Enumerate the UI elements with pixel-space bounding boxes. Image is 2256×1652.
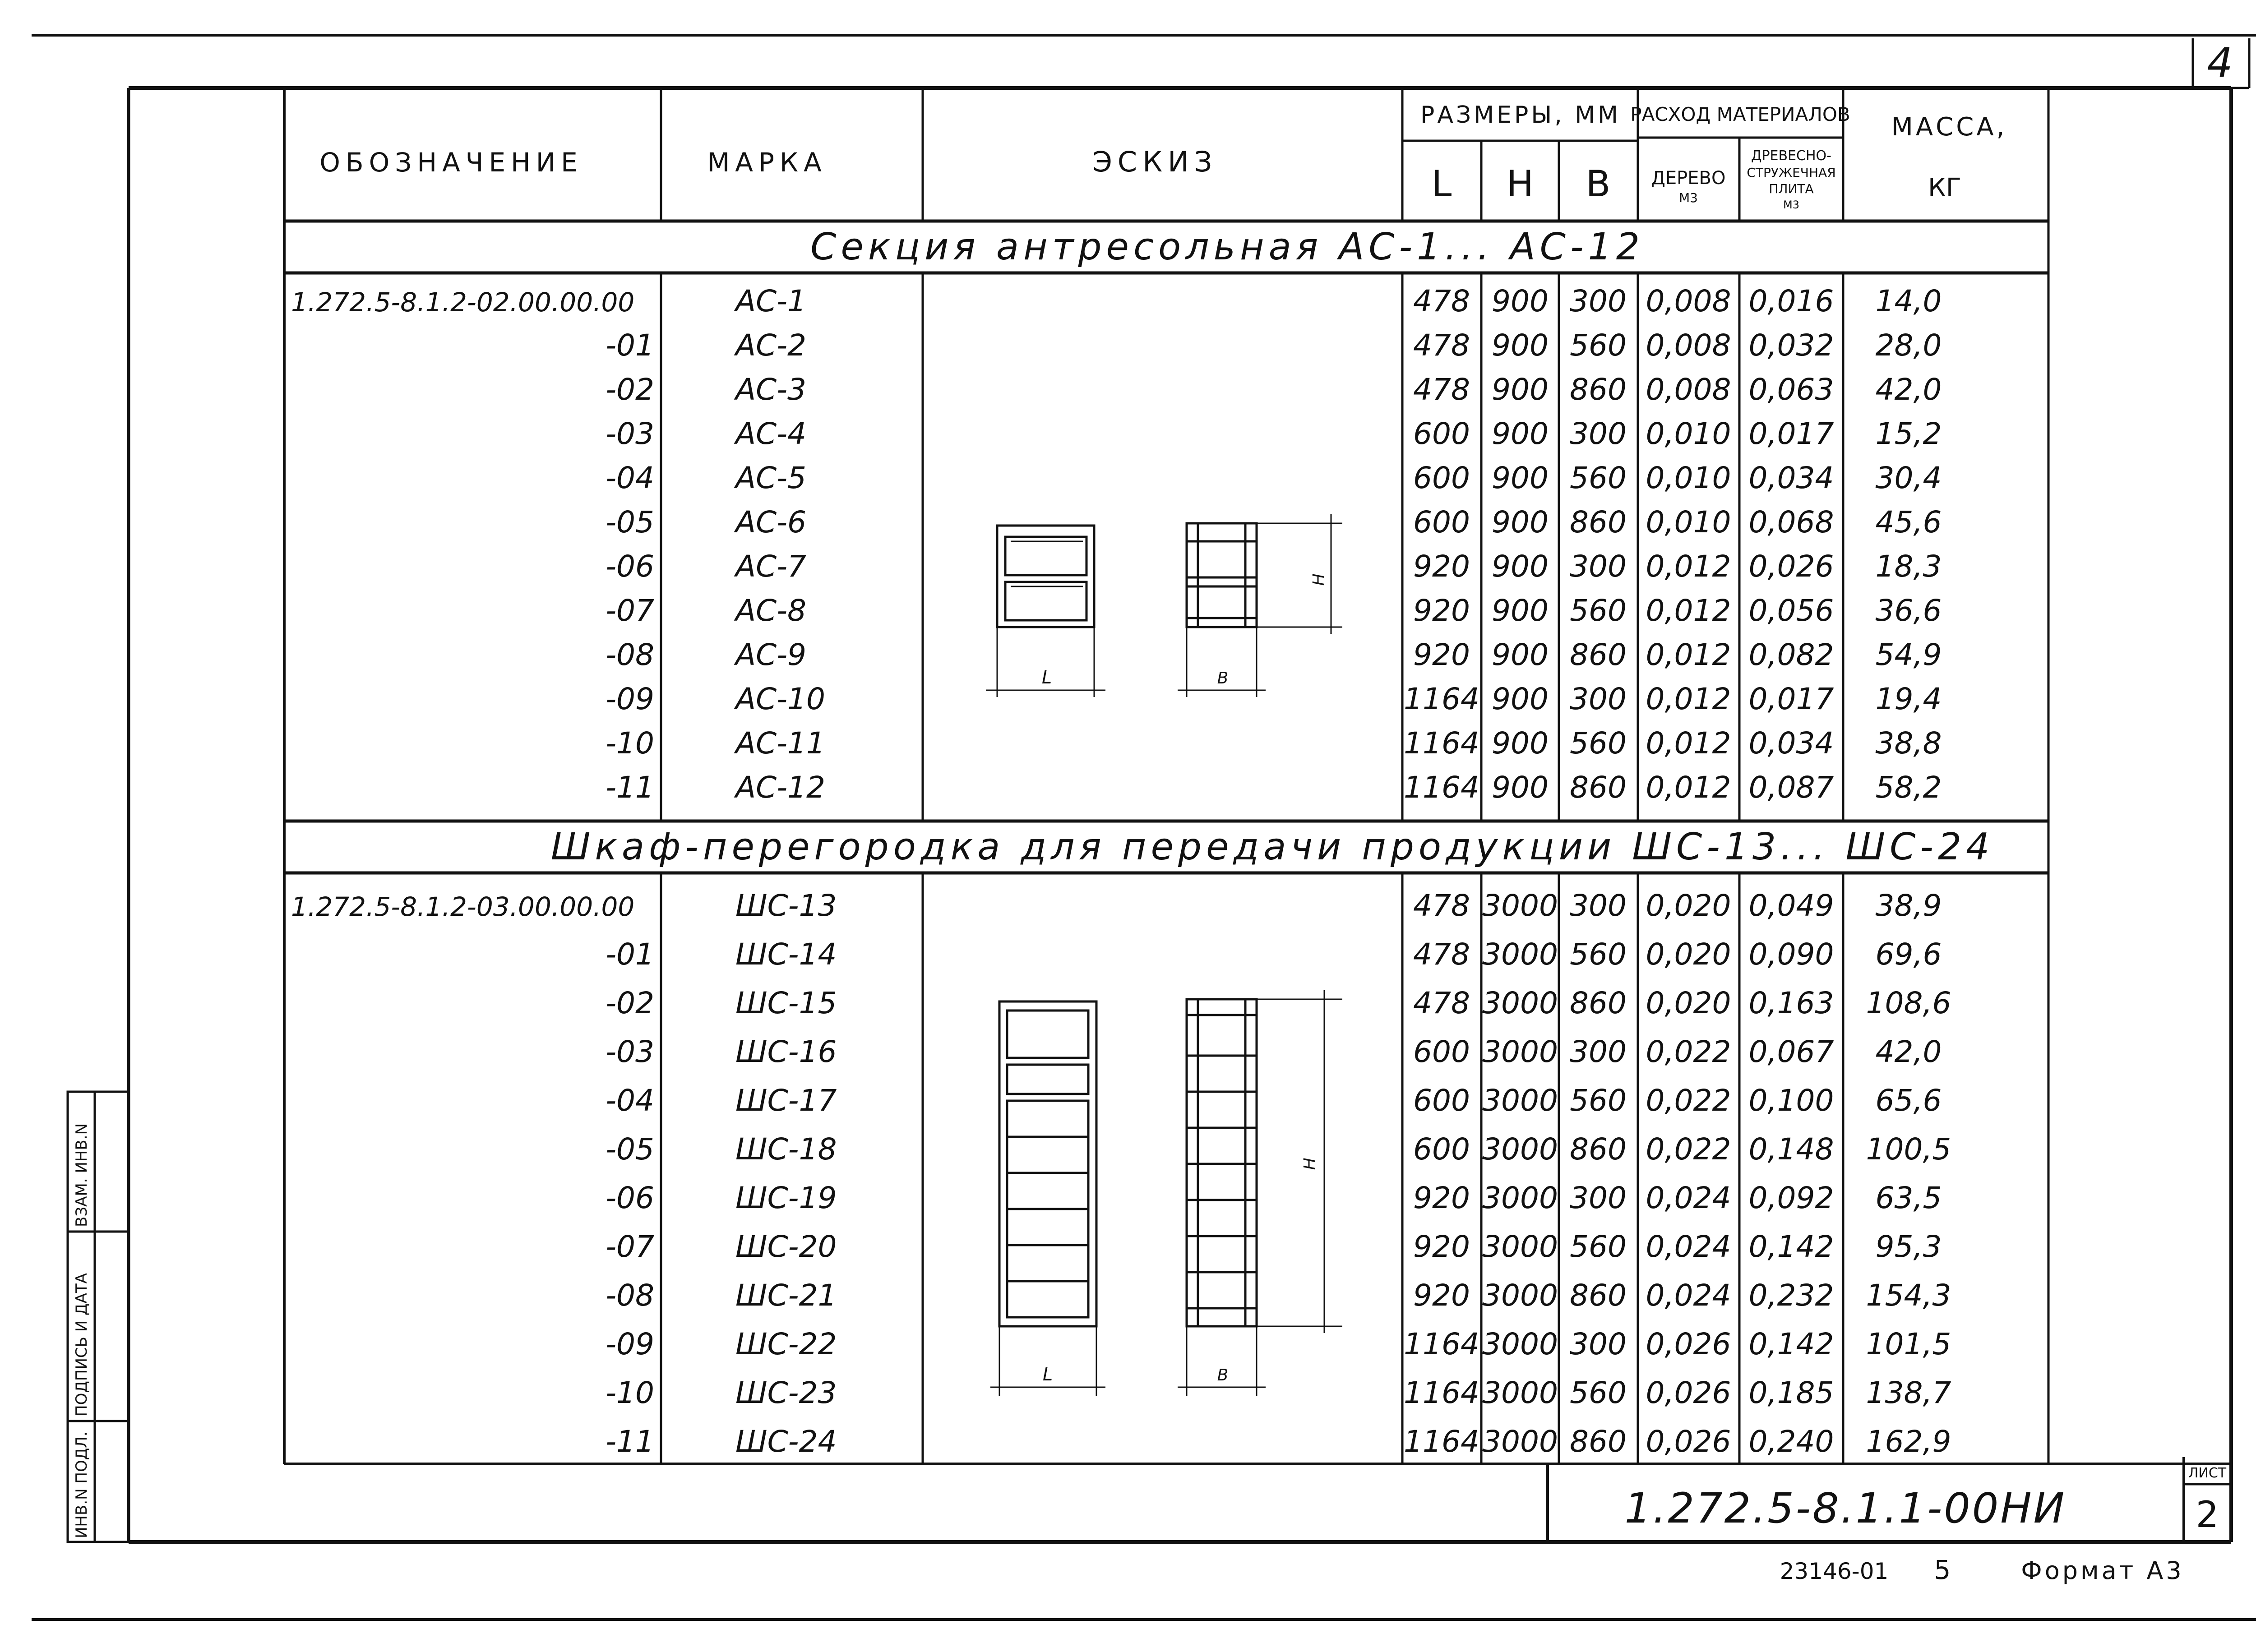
cell-l: 600: [1413, 1083, 1470, 1118]
cell-mark: АС-2: [735, 328, 807, 363]
sketch-front-shc: [990, 1001, 1105, 1396]
table-row: [606, 1083, 1942, 1118]
cell-mass: 162,9: [1866, 1424, 1951, 1459]
cell-designation: -11: [606, 1424, 654, 1459]
cell-wood: 0,026: [1646, 1327, 1731, 1361]
cell-wood: 0,008: [1646, 328, 1731, 363]
cell-mass: 28,0: [1875, 328, 1942, 363]
footer-format: Формат А3: [2021, 1556, 2184, 1585]
cell-mark: ШС-19: [735, 1181, 837, 1215]
cell-h: 900: [1492, 593, 1549, 628]
cell-h: 3000: [1482, 1083, 1558, 1118]
cell-l: 920: [1413, 637, 1470, 672]
cell-designation: -01: [606, 937, 654, 972]
table-row: [606, 986, 1951, 1020]
cell-h: 900: [1492, 416, 1549, 451]
cell-designation: -04: [606, 461, 654, 495]
cell-mark: ШС-21: [735, 1278, 837, 1313]
cell-l: 478: [1413, 937, 1470, 972]
title-block-sheet-number: 2: [2196, 1494, 2219, 1536]
cell-designation: -04: [606, 1083, 654, 1118]
cell-h: 900: [1492, 461, 1549, 495]
header-designation: ОБОЗНАЧЕНИЕ: [319, 147, 583, 178]
table-row: [606, 461, 1942, 495]
cell-mark: АС-11: [735, 726, 826, 761]
cell-chipboard: 0,026: [1748, 549, 1834, 584]
cell-wood: 0,022: [1646, 1083, 1731, 1118]
cell-mass: 42,0: [1875, 372, 1942, 407]
cell-h: 900: [1492, 682, 1549, 716]
cell-chipboard: 0,142: [1748, 1229, 1834, 1264]
cell-b: 560: [1570, 726, 1627, 761]
table-row: [606, 1034, 1942, 1069]
cell-l: 1164: [1404, 770, 1479, 805]
cell-l: 478: [1413, 328, 1470, 363]
cell-l: 1164: [1404, 1327, 1479, 1361]
cell-mark: АС-9: [735, 637, 807, 672]
table-row: [606, 416, 1942, 451]
table-row: [606, 1278, 1951, 1313]
cell-mark: ШС-14: [735, 937, 837, 972]
cell-wood: 0,012: [1646, 770, 1731, 805]
cell-b: 860: [1570, 637, 1627, 672]
cell-b: 300: [1570, 549, 1627, 584]
cell-mass: 138,7: [1866, 1375, 1951, 1410]
side-stamp-inv-orig: ИНВ.N ПОДЛ.: [73, 1431, 91, 1538]
cell-b: 860: [1570, 770, 1627, 805]
cell-wood: 0,024: [1646, 1181, 1731, 1215]
cell-b: 560: [1570, 328, 1627, 363]
table-row: [606, 1375, 1951, 1410]
cell-h: 900: [1492, 549, 1549, 584]
cell-h: 900: [1492, 372, 1549, 407]
table-row: [606, 1327, 1951, 1361]
sketch-ac-label-b: B: [1217, 669, 1229, 688]
cell-b: 300: [1570, 682, 1627, 716]
cell-b: 300: [1570, 1034, 1627, 1069]
cell-h: 3000: [1482, 1424, 1558, 1459]
cell-mass: 36,6: [1875, 593, 1942, 628]
cell-b: 560: [1570, 937, 1627, 972]
cell-h: 3000: [1482, 1278, 1558, 1313]
cell-h: 3000: [1482, 937, 1558, 972]
cell-h: 900: [1492, 328, 1549, 363]
header-mass-unit: КГ: [1928, 173, 1961, 203]
cell-designation: -02: [606, 986, 654, 1020]
sketch-side-shc: [1178, 990, 1342, 1396]
cell-chipboard: 0,067: [1748, 1034, 1834, 1069]
cell-h: 900: [1492, 505, 1549, 540]
table-row: [606, 937, 1942, 972]
cell-h: 3000: [1482, 1034, 1558, 1069]
cell-mark: АС-10: [735, 682, 826, 716]
sketch-shc-label-b: B: [1217, 1366, 1229, 1384]
cell-mass: 14,0: [1875, 284, 1942, 318]
header-sketch: ЭСКИЗ: [1092, 145, 1218, 178]
cell-mark: АС-6: [735, 505, 807, 540]
table-row: [606, 593, 1942, 628]
cell-b: 300: [1570, 1181, 1627, 1215]
cell-designation: -05: [606, 505, 654, 540]
header-chipboard-line3: ПЛИТА: [1769, 181, 1814, 196]
cell-h: 3000: [1482, 1375, 1558, 1410]
cell-l: 920: [1413, 593, 1470, 628]
cell-designation: 1.272.5-8.1.2-02.00.00.00: [291, 287, 635, 318]
table-row: [606, 1181, 1942, 1215]
cell-designation: -09: [606, 1327, 654, 1361]
header-dim-l: L: [1431, 163, 1452, 205]
header-dim-h: H: [1506, 163, 1534, 205]
cell-mass: 154,3: [1866, 1278, 1951, 1313]
cell-h: 3000: [1482, 1229, 1558, 1264]
cell-h: 900: [1492, 770, 1549, 805]
cell-mass: 42,0: [1875, 1034, 1942, 1069]
sketch-side-ac: [1178, 514, 1342, 697]
cell-wood: 0,026: [1646, 1375, 1731, 1410]
cell-mark: ШС-16: [735, 1034, 837, 1069]
cell-b: 860: [1570, 505, 1627, 540]
cell-designation: -07: [606, 593, 654, 628]
cell-wood: 0,010: [1646, 461, 1731, 495]
cell-chipboard: 0,034: [1748, 461, 1834, 495]
footer-order-number: 23146-01: [1780, 1558, 1889, 1584]
cell-l: 1164: [1404, 1424, 1479, 1459]
table-row: [606, 372, 1942, 407]
table-row: [606, 682, 1942, 716]
cell-wood: 0,008: [1646, 372, 1731, 407]
cell-designation: -11: [606, 770, 654, 805]
cell-chipboard: 0,056: [1748, 593, 1834, 628]
table-row: [606, 1424, 1951, 1459]
header-wood: ДЕРЕВО: [1651, 168, 1726, 189]
cell-mark: ШС-18: [735, 1132, 837, 1167]
cell-h: 3000: [1482, 1181, 1558, 1215]
cell-h: 3000: [1482, 1132, 1558, 1167]
cell-chipboard: 0,090: [1748, 937, 1834, 972]
cell-l: 478: [1413, 888, 1470, 923]
cell-chipboard: 0,092: [1748, 1181, 1834, 1215]
cell-wood: 0,012: [1646, 549, 1731, 584]
header-mass: МАССА,: [1891, 112, 2007, 142]
cell-mass: 54,9: [1875, 637, 1942, 672]
header-wood-unit: М3: [1679, 190, 1698, 205]
cell-designation: -06: [606, 549, 654, 584]
title-block-sheet-label: ЛИСТ: [2188, 1465, 2227, 1481]
cell-chipboard: 0,100: [1748, 1083, 1834, 1118]
cell-mass: 15,2: [1875, 416, 1942, 451]
cell-chipboard: 0,232: [1748, 1278, 1834, 1313]
title-block-code: 1.272.5-8.1.1-00НИ: [1624, 1484, 2066, 1532]
cell-wood: 0,008: [1646, 284, 1731, 318]
cell-b: 560: [1570, 593, 1627, 628]
sketch-ac-label-h: H: [1310, 573, 1328, 586]
cell-l: 600: [1413, 1132, 1470, 1167]
side-stamp-replace-inv: ВЗАМ. ИНВ.N: [73, 1123, 91, 1227]
cell-designation: -03: [606, 416, 654, 451]
cell-wood: 0,012: [1646, 593, 1731, 628]
cell-mass: 19,4: [1875, 682, 1942, 716]
cell-chipboard: 0,068: [1748, 505, 1834, 540]
cell-designation: -02: [606, 372, 654, 407]
cell-wood: 0,012: [1646, 637, 1731, 672]
cell-mark: ШС-23: [735, 1375, 837, 1410]
header-chipboard-line1: ДРЕВЕСНО-: [1751, 148, 1831, 164]
cell-mark: АС-8: [735, 593, 807, 628]
cell-chipboard: 0,087: [1748, 770, 1834, 805]
cell-designation: -08: [606, 1278, 654, 1313]
cell-b: 560: [1570, 1229, 1627, 1264]
cell-chipboard: 0,017: [1748, 416, 1834, 451]
cell-mass: 30,4: [1875, 461, 1942, 495]
cell-mark: ШС-24: [735, 1424, 837, 1459]
cell-l: 1164: [1404, 1375, 1479, 1410]
cell-l: 600: [1413, 1034, 1470, 1069]
cell-mass: 95,3: [1875, 1229, 1942, 1264]
header-mark: МАРКА: [707, 147, 827, 178]
cell-chipboard: 0,185: [1748, 1375, 1834, 1410]
cell-l: 1164: [1404, 682, 1479, 716]
cell-wood: 0,012: [1646, 682, 1731, 716]
cell-mark: ШС-13: [735, 888, 837, 923]
cell-b: 300: [1570, 1327, 1627, 1361]
cell-designation: -07: [606, 1229, 654, 1264]
cell-wood: 0,020: [1646, 937, 1731, 972]
cell-chipboard: 0,017: [1748, 682, 1834, 716]
cell-designation: -03: [606, 1034, 654, 1069]
cell-b: 560: [1570, 1083, 1627, 1118]
cell-designation: -08: [606, 637, 654, 672]
cell-wood: 0,024: [1646, 1229, 1731, 1264]
cell-b: 300: [1570, 284, 1627, 318]
cell-mass: 101,5: [1866, 1327, 1951, 1361]
cell-chipboard: 0,240: [1748, 1424, 1834, 1459]
cell-mass: 58,2: [1875, 770, 1942, 805]
cell-b: 860: [1570, 1278, 1627, 1313]
cell-wood: 0,024: [1646, 1278, 1731, 1313]
cell-l: 920: [1413, 549, 1470, 584]
cell-chipboard: 0,049: [1748, 888, 1834, 923]
cell-mass: 100,5: [1866, 1132, 1951, 1167]
cell-wood: 0,022: [1646, 1034, 1731, 1069]
section-2-title: Шкаф-перегородка для передачи продукции ШС-13... ШС-24: [550, 826, 1994, 868]
table-row: [606, 328, 1942, 363]
cell-mark: ШС-22: [735, 1327, 837, 1361]
cell-mark: АС-1: [735, 284, 807, 318]
header-chipboard-line2: СТРУЖЕЧНАЯ: [1747, 165, 1836, 180]
cell-b: 300: [1570, 416, 1627, 451]
cell-mass: 18,3: [1875, 549, 1942, 584]
header-dimensions: РАЗМЕРЫ, ММ: [1420, 102, 1621, 129]
cell-l: 920: [1413, 1181, 1470, 1215]
cell-l: 600: [1413, 505, 1470, 540]
cell-designation: -05: [606, 1132, 654, 1167]
cell-mark: ШС-17: [735, 1083, 837, 1118]
cell-chipboard: 0,142: [1748, 1327, 1834, 1361]
cell-l: 1164: [1404, 726, 1479, 761]
cell-wood: 0,020: [1646, 888, 1731, 923]
footer-copy-number: 5: [1934, 1555, 1951, 1585]
cell-h: 3000: [1482, 986, 1558, 1020]
cell-h: 3000: [1482, 888, 1558, 923]
cell-h: 3000: [1482, 1327, 1558, 1361]
cell-designation: -09: [606, 682, 654, 716]
sheet-corner-number: 4: [2207, 39, 2233, 87]
cell-mark: АС-3: [735, 372, 807, 407]
cell-l: 478: [1413, 284, 1470, 318]
cell-l: 478: [1413, 986, 1470, 1020]
cell-chipboard: 0,034: [1748, 726, 1834, 761]
cell-b: 860: [1570, 986, 1627, 1020]
cell-designation: -10: [606, 1375, 654, 1410]
sketch-shc-label-l: L: [1042, 1364, 1053, 1385]
cell-l: 600: [1413, 416, 1470, 451]
table-row: [606, 637, 1942, 672]
cell-wood: 0,012: [1646, 726, 1731, 761]
table-row: [291, 284, 1942, 318]
table-row: [606, 1229, 1942, 1264]
sketch-ac-label-l: L: [1041, 667, 1052, 688]
section-1-title: Секция антресольная АС-1... АС-12: [810, 226, 1644, 268]
cell-mass: 38,9: [1875, 888, 1942, 923]
cell-chipboard: 0,163: [1748, 986, 1834, 1020]
cell-mass: 108,6: [1866, 986, 1951, 1020]
cell-mark: АС-7: [735, 549, 807, 584]
cell-chipboard: 0,032: [1748, 328, 1834, 363]
cell-chipboard: 0,063: [1748, 372, 1834, 407]
cell-wood: 0,026: [1646, 1424, 1731, 1459]
table-row: [291, 888, 1942, 923]
cell-chipboard: 0,082: [1748, 637, 1834, 672]
cell-b: 860: [1570, 1424, 1627, 1459]
cell-wood: 0,010: [1646, 416, 1731, 451]
cell-mark: АС-5: [735, 461, 807, 495]
cell-l: 478: [1413, 372, 1470, 407]
cell-designation: -06: [606, 1181, 654, 1215]
cell-h: 900: [1492, 284, 1549, 318]
table-row: [606, 726, 1942, 761]
cell-l: 920: [1413, 1229, 1470, 1264]
table-row: [606, 505, 1942, 540]
cell-b: 860: [1570, 1132, 1627, 1167]
cell-chipboard: 0,148: [1748, 1132, 1834, 1167]
cell-mark: АС-4: [735, 416, 807, 451]
header-materials: РАСХОД МАТЕРИАЛОВ: [1630, 103, 1850, 125]
cell-b: 560: [1570, 461, 1627, 495]
cell-mass: 63,5: [1875, 1181, 1942, 1215]
cell-chipboard: 0,016: [1748, 284, 1834, 318]
cell-designation: -10: [606, 726, 654, 761]
cell-h: 900: [1492, 726, 1549, 761]
side-stamp-sign-date: ПОДПИСЬ И ДАТА: [73, 1273, 91, 1417]
cell-mark: АС-12: [735, 770, 826, 805]
cell-wood: 0,020: [1646, 986, 1731, 1020]
cell-l: 600: [1413, 461, 1470, 495]
cell-mass: 69,6: [1875, 937, 1942, 972]
cell-mark: ШС-15: [735, 986, 837, 1020]
cell-b: 560: [1570, 1375, 1627, 1410]
table-row: [606, 549, 1942, 584]
header-dim-b: B: [1586, 163, 1611, 205]
cell-mass: 45,6: [1875, 505, 1942, 540]
header-chipboard-unit: М3: [1783, 198, 1799, 211]
table-row: [606, 770, 1942, 805]
cell-b: 300: [1570, 888, 1627, 923]
cell-l: 920: [1413, 1278, 1470, 1313]
cell-mass: 38,8: [1875, 726, 1942, 761]
cell-mark: ШС-20: [735, 1229, 837, 1264]
sketch-shc-label-h: H: [1301, 1158, 1319, 1170]
cell-h: 900: [1492, 637, 1549, 672]
cell-wood: 0,010: [1646, 505, 1731, 540]
cell-designation: -01: [606, 328, 654, 363]
cell-mass: 65,6: [1875, 1083, 1942, 1118]
cell-designation: 1.272.5-8.1.2-03.00.00.00: [291, 891, 635, 922]
cell-wood: 0,022: [1646, 1132, 1731, 1167]
cell-b: 860: [1570, 372, 1627, 407]
table-row: [606, 1132, 1951, 1167]
